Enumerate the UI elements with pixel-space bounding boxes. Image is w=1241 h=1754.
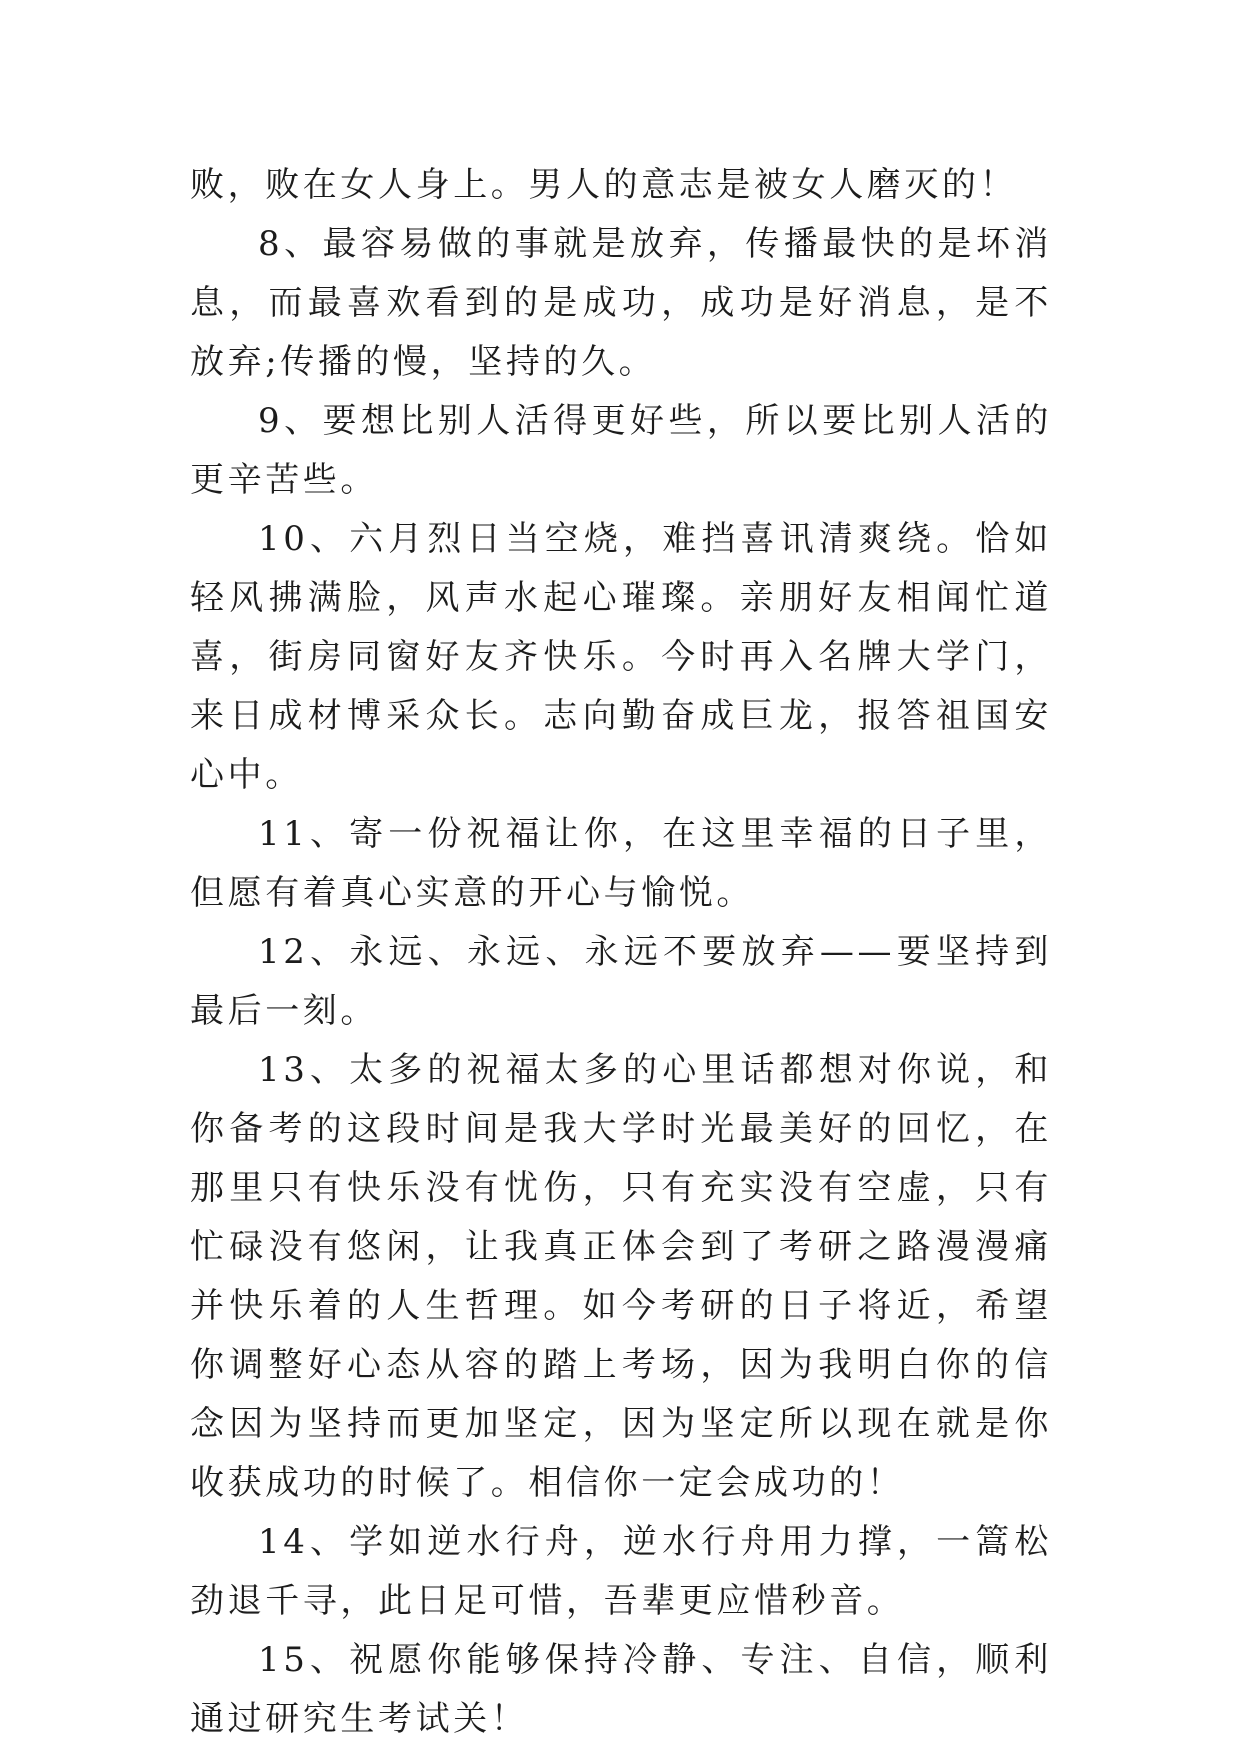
paragraph-item-14: 14、学如逆水行舟，逆水行舟用力撑，一篙松劲退千寻，此日足可惜，吾辈更应惜秒音。 — [190, 1522, 1052, 1621]
paragraph-item-12: 12、永远、永远、永远不要放弃——要坚持到最后一刻。 — [190, 932, 1052, 1031]
paragraph-item-15: 15、祝愿你能够保持冷静、专注、自信，顺利通过研究生考试关！ — [190, 1640, 1052, 1739]
paragraph-item-10: 10、六月烈日当空烧，难挡喜讯清爽绕。恰如轻风拂满脸，风声水起心璀璨。亲朋好友相闻忙道喜，街房同窗好友齐快乐。今时再入名牌大学门，来日成材博采众长。志向勤奋成巨龙，报答祖国安心中。 — [190, 519, 1052, 795]
paragraph-item-13: 13、太多的祝福太多的心里话都想对你说，和你备考的这段时间是我大学时光最美好的回忆，在那里只有快乐没有忧伤，只有充实没有空虚，只有忙碌没有悠闲，让我真正体会到了考研之路漫漫痛并快乐着的人生哲理。如今考研的日子将近，希望你调整好心态从容的踏上考场，因为我明白你的信念因为坚持而更加坚定，因为坚定所以现在就是你收获成功的时候了。相信你一定会成功的！ — [190, 1050, 1052, 1503]
paragraph-item-9: 9、要想比别人活得更好些，所以要比别人活的更辛苦些。 — [190, 401, 1052, 500]
paragraph-item-8: 8、最容易做的事就是放弃，传播最快的是坏消息，而最喜欢看到的是成功，成功是好消息，是不放弃;传播的慢，坚持的久。 — [190, 224, 1052, 382]
document-body — [190, 156, 1052, 1749]
paragraph-item-11: 11、寄一份祝福让你，在这里幸福的日子里，但愿有着真心实意的开心与愉悦。 — [190, 814, 1052, 913]
paragraph-continued: 败，败在女人身上。男人的意志是被女人磨灭的！ — [190, 165, 1018, 205]
